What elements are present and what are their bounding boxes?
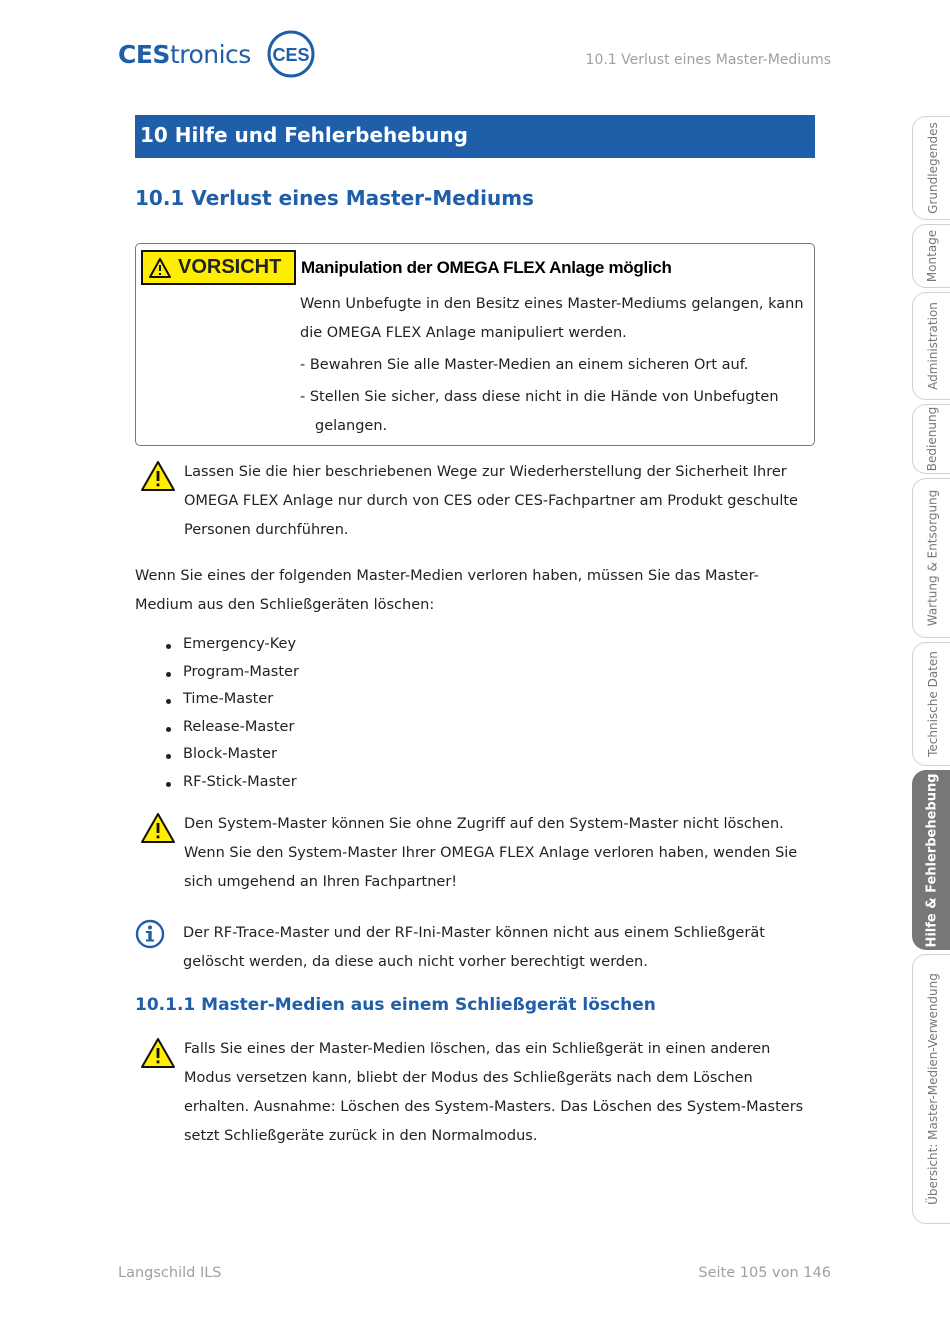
list-item: Emergency-Key	[163, 631, 299, 659]
caution-step-2-line-1: - Stellen Sie sicher, dass diese nicht in die Hände von Unbefugten	[300, 389, 779, 405]
tab-label: Hilfe & Fehlerbehebung	[925, 772, 941, 948]
tab-montage[interactable]	[912, 224, 950, 288]
chapter-title: 10 Hilfe und Fehlerbehebung	[135, 115, 815, 158]
info-text: Der RF-Trace-Master und der RF-Ini-Master können nicht aus einem Schließgerät gelöscht werden, da diese auch nicht vorher berechtigt werden.	[183, 925, 765, 970]
warning-triangle-icon	[140, 460, 176, 492]
intro-paragraph: Wenn Sie eines der folgenden Master-Medien verloren haben, müssen Sie das Master-Medium aus den Schließgeräten löschen:	[135, 568, 759, 613]
list-item: Block-Master	[163, 741, 299, 769]
warning-text: Falls Sie eines der Master-Medien löschen, das ein Schließgerät in einen anderen Modus versetzen kann, bliebt der Modus des Schließgeräts nach dem Löschen erhalten. Ausnahme: Löschen des System-Masters. Das Löschen des System-Masters setzt Schließgeräte zurück in den Normalmodus.	[184, 1041, 804, 1144]
subsection-title: 10.1.1 Master-Medien aus einem Schließgerät löschen	[135, 995, 656, 1015]
footer-product: Langschild ILS	[118, 1265, 222, 1281]
master-media-list	[163, 631, 299, 797]
info-icon	[135, 919, 165, 949]
warning-triangle-icon	[140, 812, 176, 844]
tab-label: Wartung & Entsorgung	[925, 489, 940, 627]
tab-label: Bedienung	[925, 406, 940, 472]
warning-text: Lassen Sie die hier beschriebenen Wege zur Wiederherstellung der Sicherheit Ihrer OMEGA FLEX Anlage nur durch von CES oder CES-Fachpartner am Produkt geschulte Personen durchführen.	[184, 464, 798, 538]
list-item: Release-Master	[163, 714, 299, 742]
tab-wartung-entsorgung[interactable]	[912, 478, 950, 638]
logo-wordmark: CEStronics	[118, 39, 251, 69]
caution-step-2	[300, 383, 805, 441]
tab-label: Grundlegendes	[925, 122, 940, 214]
warning-triangle-icon	[140, 1037, 176, 1069]
tab-bedienung[interactable]	[912, 404, 950, 474]
caution-text: Wenn Unbefugte in den Besitz eines Master-Mediums gelangen, kann die OMEGA FLEX Anlage manipuliert werden.	[300, 296, 804, 341]
list-item: Program-Master	[163, 659, 299, 687]
running-head: 10.1 Verlust eines Master-Mediums	[585, 52, 831, 68]
section-title: 10.1 Verlust eines Master-Mediums	[135, 186, 534, 210]
caution-badge-label: VORSICHT	[178, 256, 282, 278]
caution-box	[135, 243, 815, 446]
svg-text:CES: CES	[272, 45, 310, 65]
warning-triangle-icon	[148, 257, 172, 279]
caution-badge	[141, 250, 296, 285]
tab-label: Übersicht: Master-Medien-Verwendung	[925, 973, 940, 1205]
list-item: RF-Stick-Master	[163, 769, 299, 797]
tab-grundlegendes[interactable]	[912, 116, 950, 220]
caution-title: Manipulation der OMEGA FLEX Anlage möglich	[301, 258, 672, 277]
tab-administration[interactable]	[912, 292, 950, 400]
caution-step-2-line-2: gelangen.	[315, 418, 388, 434]
footer-page-number: Seite 105 von 146	[698, 1265, 831, 1281]
caution-step-1: - Bewahren Sie alle Master-Medien an einem sicheren Ort auf.	[300, 357, 749, 373]
tab-label: Technische Daten	[925, 651, 940, 757]
tab-technische-daten[interactable]	[912, 642, 950, 766]
tab-label: Montage	[925, 229, 940, 283]
tab-hilfe-fehlerbehebung[interactable]	[912, 770, 950, 950]
caution-body	[300, 290, 805, 444]
tab-label: Administration	[925, 302, 940, 390]
warning-text: Den System-Master können Sie ohne Zugriff auf den System-Master nicht löschen. Wenn Sie den System-Master Ihrer OMEGA FLEX Anlage verloren haben, wenden Sie sich umgehend an Ihren Fachpartner!	[184, 816, 798, 890]
ces-logo-icon	[267, 30, 315, 78]
list-item: Time-Master	[163, 686, 299, 714]
company-logo	[118, 30, 315, 78]
tab-uebersicht-master-medien[interactable]	[912, 954, 950, 1224]
